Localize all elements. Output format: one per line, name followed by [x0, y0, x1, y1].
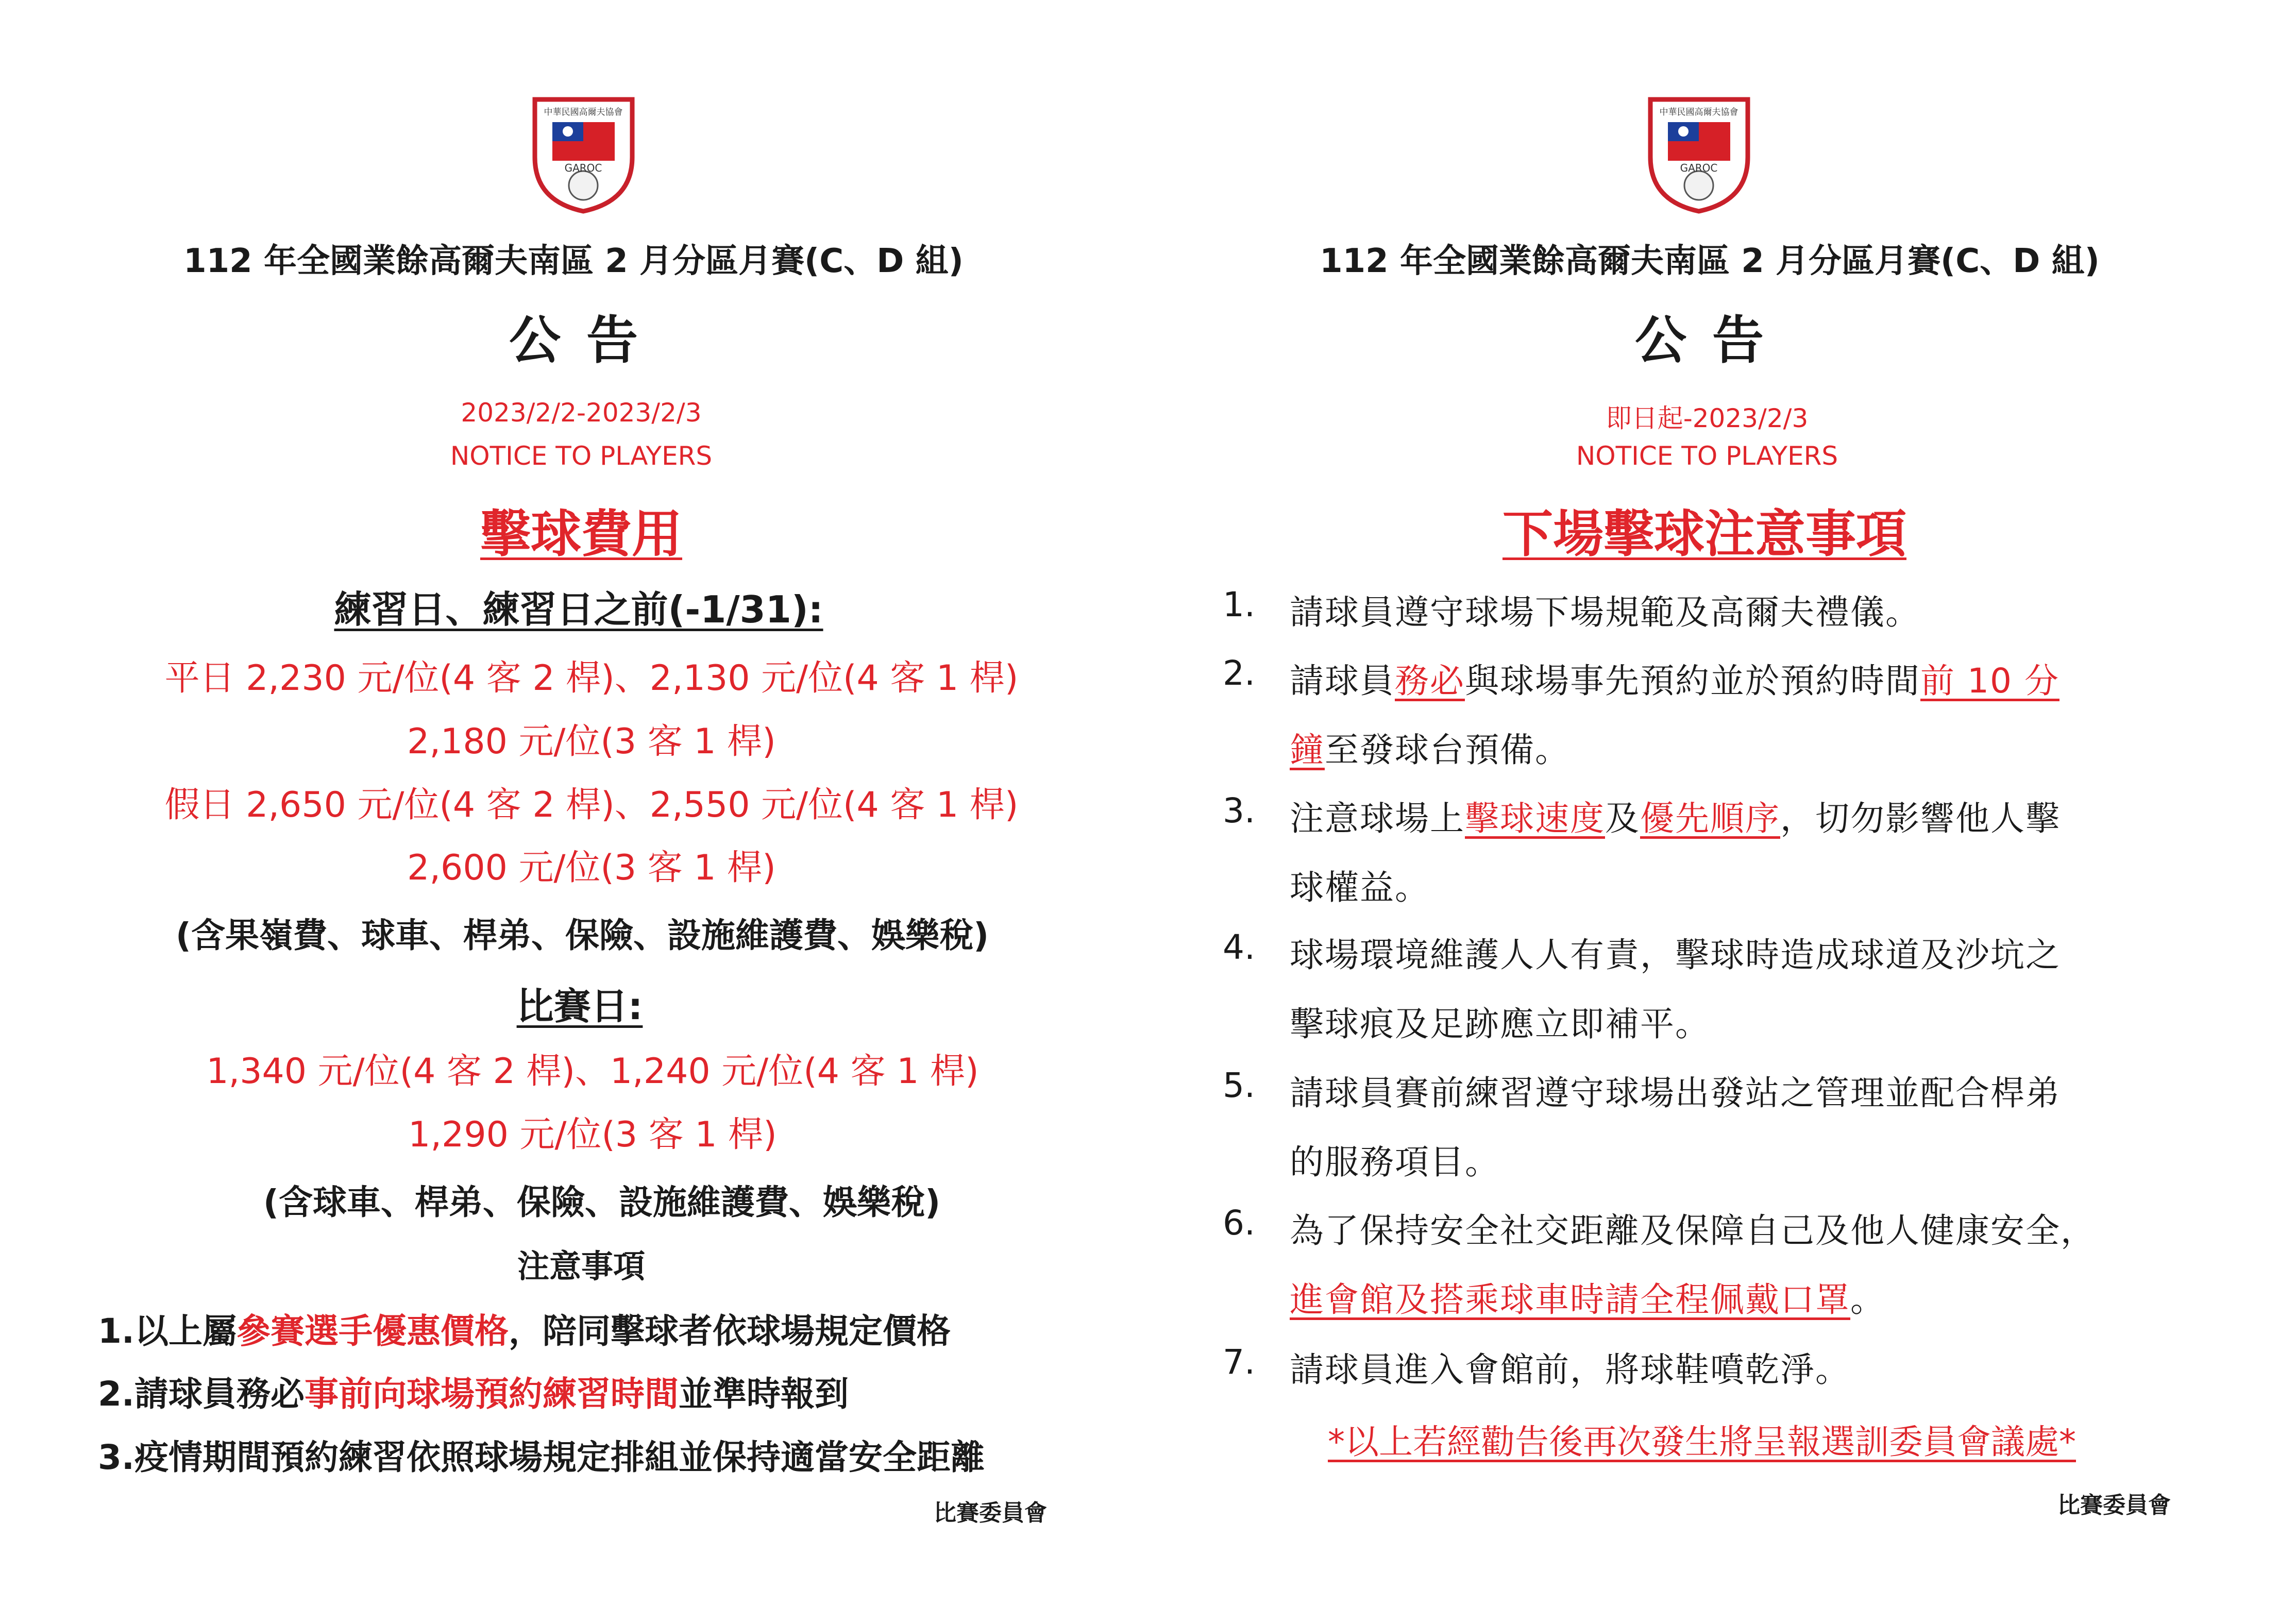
match-day-heading: 比賽日: [516, 985, 643, 1028]
rule-text: ，切勿影響他人擊 [1780, 799, 2061, 838]
rule-number: 1. [1223, 585, 1255, 624]
svg-text:GAROC: GAROC [564, 162, 602, 174]
emphasis-text: 鐘 [1290, 730, 1325, 770]
practice-fee-includes: (含果嶺費、球車、桿弟、保險、設施維護費、娛樂稅) [175, 916, 989, 955]
emphasis-text: 優先順序 [1640, 799, 1780, 838]
notice-to-players: NOTICE TO PLAYERS [1576, 441, 1838, 471]
rule-text: 請球員賽前練習遵守球場出發站之管理並配合桿弟 [1290, 1073, 2061, 1113]
rule-text-line [1290, 585, 1920, 634]
rule-text: 請球員遵守球場下場規範及高爾夫禮儀。 [1290, 593, 1920, 632]
holiday-fee-line-1: 假日 2,650 元/位(4 客 2 桿)、2,550 元/位(4 客 1 桿) [164, 785, 1019, 825]
right-notice-page [1148, 0, 2296, 1623]
rule-number: 4. [1223, 927, 1255, 967]
match-fee-line-2: 1,290 元/位(3 客 1 桿) [408, 1114, 777, 1155]
date-range: 即日起-2023/2/3 [1606, 403, 1809, 433]
rule-text: 至發球台預備。 [1325, 730, 1570, 770]
match-fee-includes: (含球車、桿弟、保險、設施維護費、娛樂稅) [263, 1182, 941, 1222]
rule-text: 球權益。 [1290, 868, 1430, 907]
rule-text: 。 [1850, 1280, 1885, 1320]
rule-text-line [1290, 1135, 1500, 1184]
practice-day-heading: 練習日、練習日之前(-1/31): [334, 588, 823, 631]
rule-text: 擊球痕及足跡應立即補平。 [1290, 1004, 1710, 1044]
rule-text: 請球員進入會館前，將球鞋噴乾淨。 [1290, 1350, 1850, 1390]
weekday-fee-line-1: 平日 2,230 元/位(4 客 2 桿)、2,130 元/位(4 客 1 桿) [164, 658, 1019, 699]
garoc-logo-icon [531, 95, 636, 214]
notice-heading: 公告 [1635, 310, 1789, 370]
rule-text-line [1290, 1272, 1885, 1321]
notice-to-players: NOTICE TO PLAYERS [450, 441, 713, 471]
svg-text:中華民國高爾夫協會: 中華民國高爾夫協會 [544, 107, 623, 117]
svg-text:中華民國高爾夫協會: 中華民國高爾夫協會 [1659, 107, 1738, 117]
rule-text-line [1290, 996, 1710, 1045]
emphasis-text: 務必 [1395, 661, 1465, 701]
subject-heading: 下場擊球注意事項 [1502, 505, 1907, 564]
subject-heading: 擊球費用 [480, 505, 683, 564]
rule-text: 及 [1605, 799, 1640, 838]
rule-text: 請球員 [1290, 661, 1395, 701]
rule-text: 注意球場上 [1290, 799, 1465, 838]
rule-text: 與球場事先預約並於預約時間 [1465, 661, 1920, 701]
rule-text: 球場環境維護人人有責，擊球時造成球道及沙坑之 [1290, 935, 2061, 975]
rule-number: 6. [1223, 1203, 1255, 1243]
holiday-fee-line-2: 2,600 元/位(3 客 1 桿) [407, 848, 776, 888]
rule-text-line [1290, 791, 2061, 840]
rule-number: 5. [1223, 1066, 1255, 1105]
note-item-1: 1.以上屬參賽選手優惠價格，陪同擊球者依球場規定價格 [98, 1311, 951, 1351]
page-title: 112 年全國業餘高爾夫南區 2 月分區月賽(C、D 組) [1320, 242, 2100, 280]
notes-heading: 注意事項 [517, 1247, 646, 1285]
garoc-logo-icon [1646, 95, 1752, 214]
rule-text-line [1290, 927, 2061, 976]
rule-text: 為了保持安全社交距離及保障自己及他人健康安全， [1290, 1211, 2096, 1250]
rule-text-line [1290, 653, 2059, 702]
emphasis-text: 進會館及搭乘球車時請全程佩戴口罩 [1290, 1280, 1850, 1320]
svg-text:GAROC: GAROC [1680, 162, 1718, 174]
note-item-2: 2.請球員務必事前向球場預約練習時間並準時報到 [98, 1374, 849, 1414]
rule-text-line [1290, 1203, 2096, 1252]
warning-line: *以上若經勸告後再次發生將呈報選訓委員會議處* [1328, 1422, 2076, 1462]
signature: 比賽委員會 [2057, 1492, 2171, 1518]
signature: 比賽委員會 [934, 1500, 1047, 1526]
weekday-fee-line-2: 2,180 元/位(3 客 1 桿) [407, 721, 776, 762]
rule-number: 3. [1223, 791, 1255, 831]
match-fee-line-1: 1,340 元/位(4 客 2 桿)、1,240 元/位(4 客 1 桿) [206, 1051, 979, 1092]
rule-text-line [1290, 860, 1430, 909]
notice-heading: 公告 [509, 310, 664, 370]
rule-text: 的服務項目。 [1290, 1142, 1500, 1182]
rule-number: 7. [1223, 1342, 1255, 1382]
rule-number: 2. [1223, 653, 1255, 693]
rule-text-line [1290, 722, 1570, 771]
emphasis-text: 前 10 分 [1920, 661, 2059, 701]
rule-text-line [1290, 1066, 2061, 1114]
date-range: 2023/2/2-2023/2/3 [461, 398, 702, 428]
page-title: 112 年全國業餘高爾夫南區 2 月分區月賽(C、D 組) [183, 242, 964, 280]
emphasis-text: 擊球速度 [1465, 799, 1605, 838]
rule-text-line [1290, 1342, 1850, 1391]
note-item-3: 3.疫情期間預約練習依照球場規定排組並保持適當安全距離 [98, 1438, 985, 1477]
